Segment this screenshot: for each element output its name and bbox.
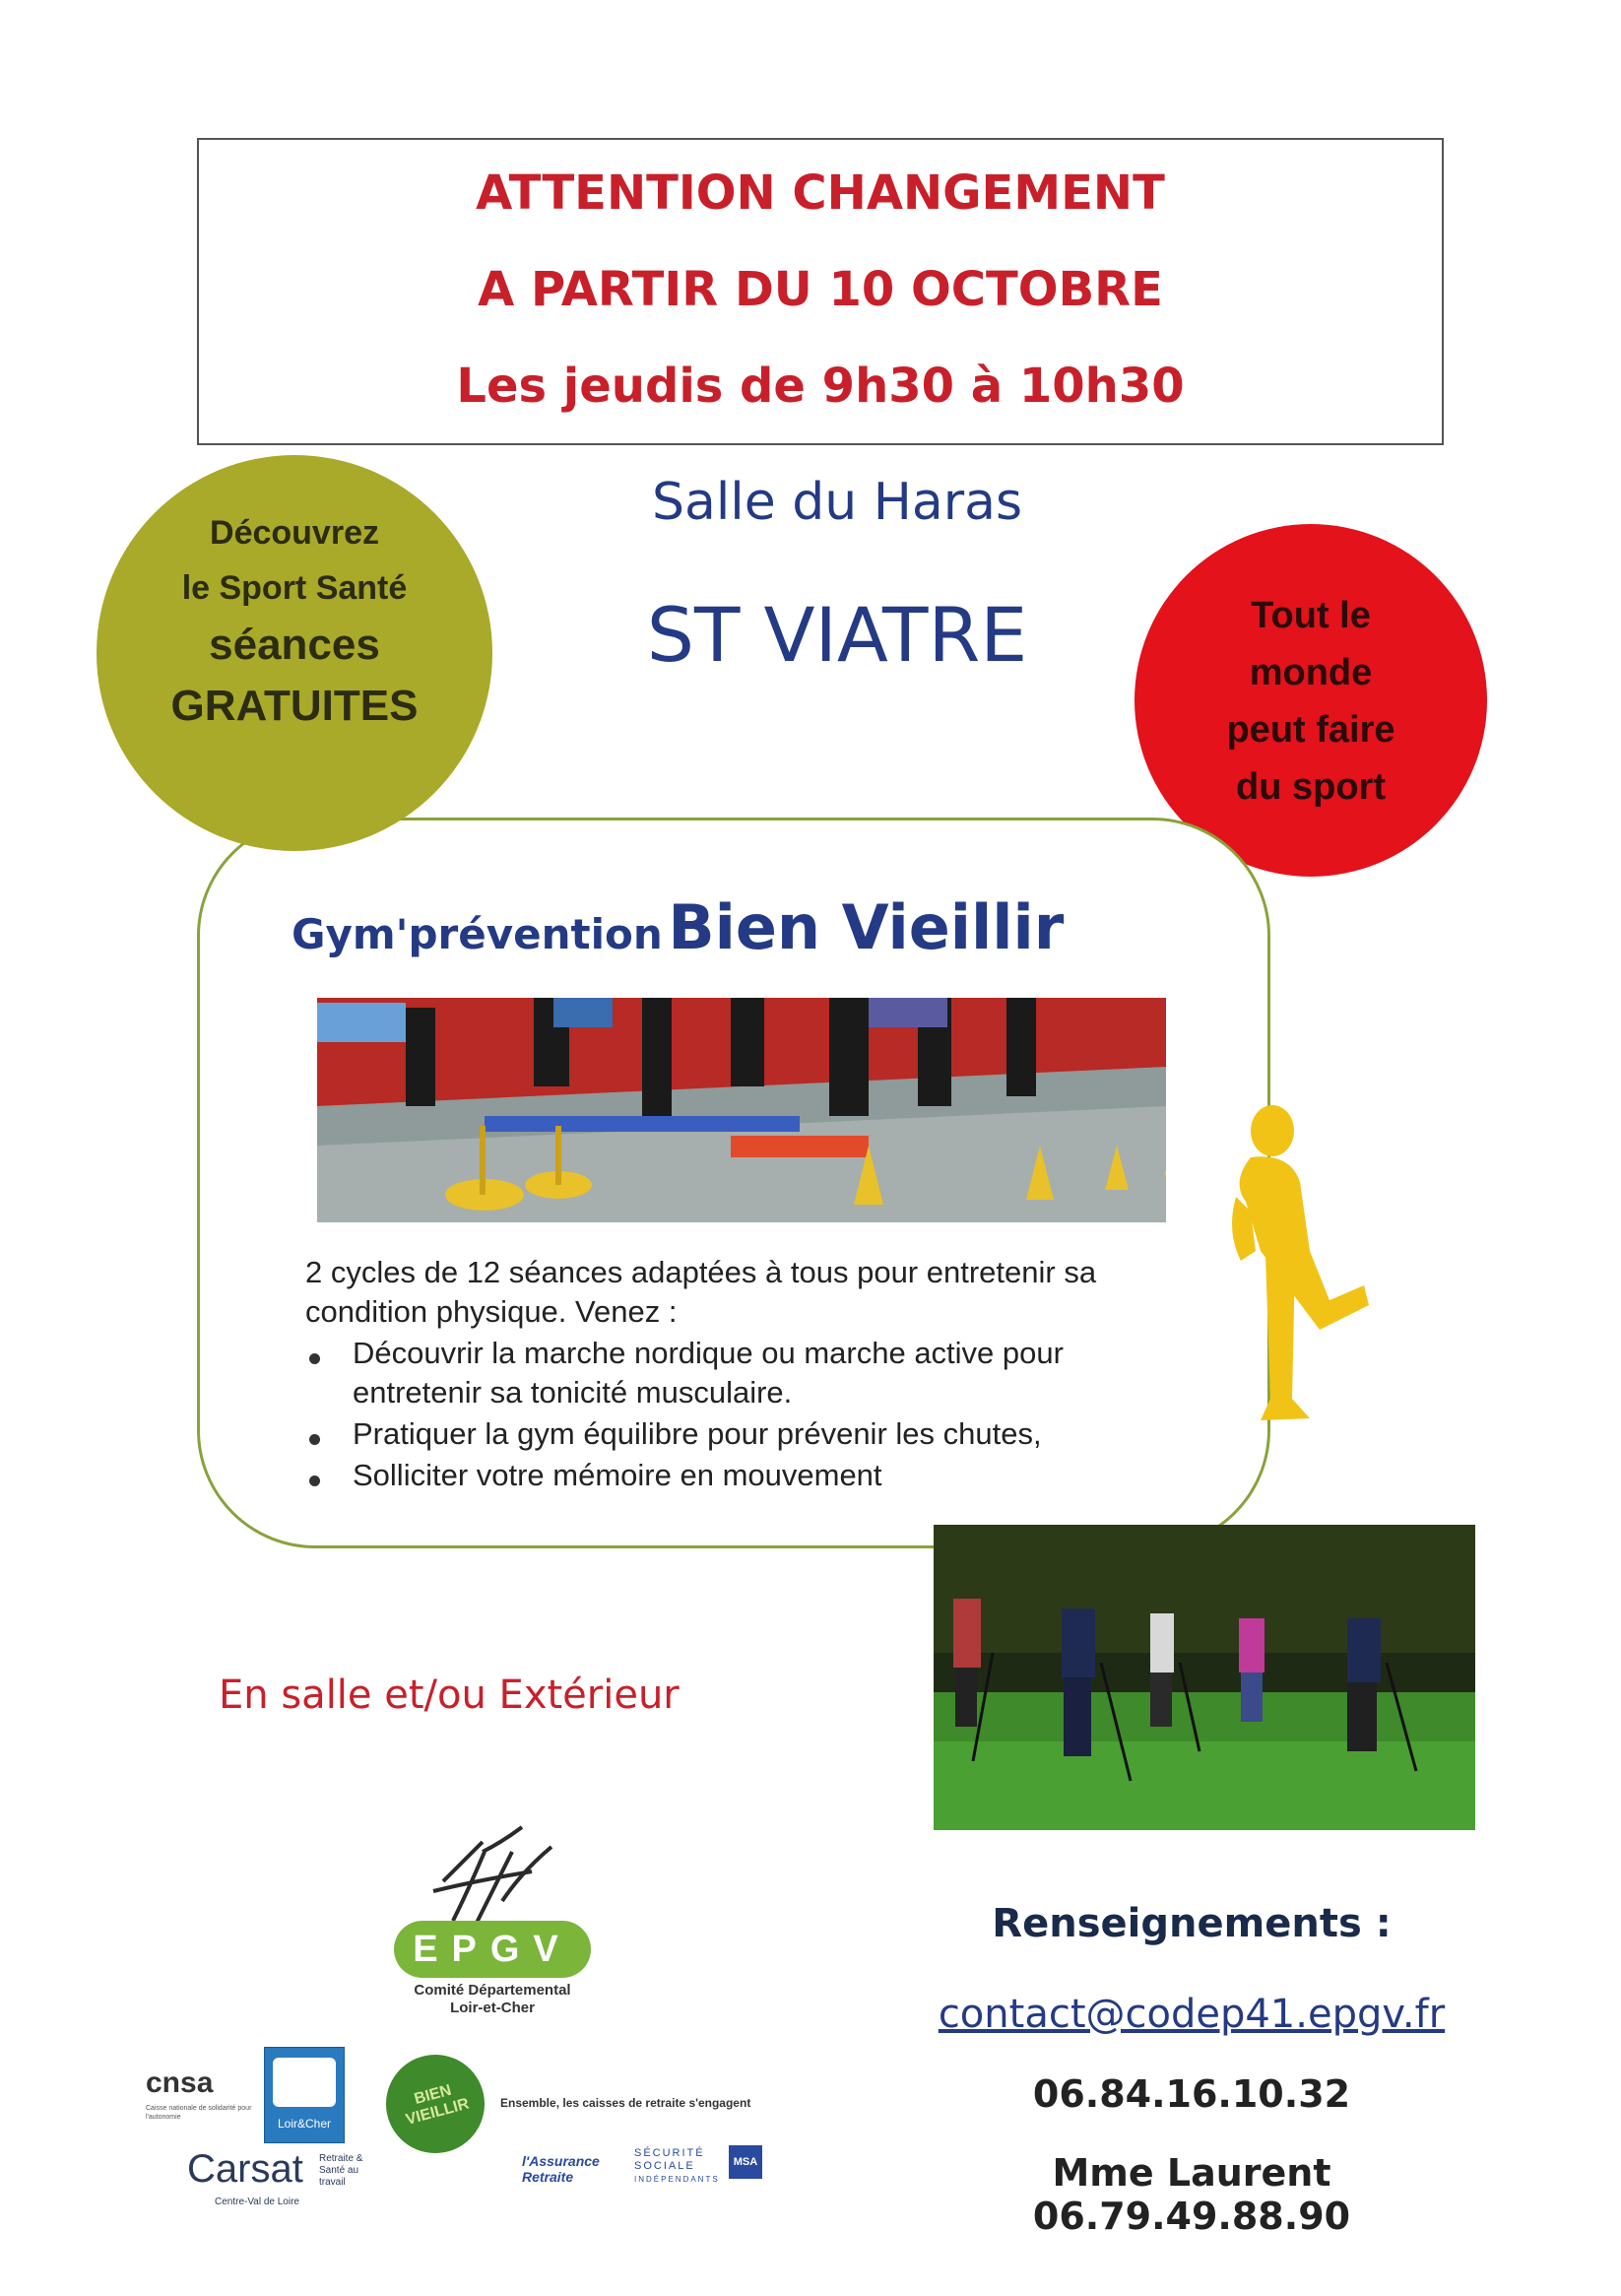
- assurance-retraite-logo: l'Assurance Retraite: [522, 2153, 600, 2185]
- msa-logo: MSA: [729, 2145, 762, 2179]
- loir-cher-emblem: [273, 2058, 336, 2107]
- program-title: [292, 891, 1178, 963]
- bullet-2-line-1: Pratiquer la gym équilibre pour prévenir les chutes,: [353, 1416, 1042, 1451]
- bullet-icon: [309, 1476, 320, 1486]
- exercise-silhouette-icon: [1221, 1103, 1369, 1428]
- free-badge-line-3: séances: [209, 621, 380, 669]
- epgv-sub-2: Loir-et-Cher: [450, 2000, 535, 2016]
- free-badge-line-4: GRATUITES: [170, 682, 419, 730]
- bullet-1-line-2: entretenir sa tonicité musculaire.: [353, 1375, 793, 1410]
- contact-person: Mme Laurent 06.79.49.88.90: [1032, 2151, 1351, 2238]
- securite-sociale-logo: [634, 2147, 720, 2186]
- bien-vieillir-label: BIEN VIEILLIR: [404, 2081, 472, 2129]
- carsat-logo: Carsat: [187, 2147, 303, 2191]
- venue-town: ST VIATRE: [646, 591, 1028, 679]
- secu-line-2: SOCIALE: [634, 2160, 695, 2172]
- loir-cher-logo: [264, 2047, 345, 2143]
- contact-phone: 06.84.16.10.32: [1032, 2072, 1351, 2116]
- bullet-1-line-1: Découvrir la marche nordique ou marche active pour: [353, 1336, 1064, 1370]
- everyone-badge-line-2: monde: [1249, 652, 1373, 693]
- carsat-sub: Centre-Val de Loire: [215, 2197, 299, 2207]
- contact-email-link[interactable]: contact@codep41.epgv.fr: [938, 1992, 1446, 2037]
- epgv-sub-1: Comité Départemental: [414, 1982, 571, 1999]
- bullet-icon: [309, 1353, 320, 1364]
- everyone-badge-line-1: Tout le: [1251, 595, 1371, 636]
- free-badge-line-2: le Sport Santé: [181, 569, 408, 607]
- ensemble-text: Ensemble, les caisses de retraite s'engagent: [500, 2096, 751, 2110]
- carsat-side: Retraite & Santé au travail: [319, 2153, 363, 2188]
- cnsa-sub: Caisse nationale de solidarité pour l'autonomie: [146, 2105, 252, 2121]
- notice-line-2: A PARTIR DU 10 OCTOBRE: [478, 262, 1163, 317]
- bullet-3-line-1: Solliciter votre mémoire en mouvement: [353, 1458, 882, 1492]
- nordic-walking-photo: [934, 1525, 1475, 1830]
- program-title-prefix: Gym'prévention: [292, 910, 663, 958]
- notice-line-3: Les jeudis de 9h30 à 10h30: [456, 359, 1185, 414]
- location-note: En salle et/ou Extérieur: [219, 1673, 680, 1718]
- free-sessions-badge: [97, 455, 492, 851]
- program-intro-line-1: 2 cycles de 12 séances adaptées à tous pour entretenir sa: [305, 1255, 1097, 1289]
- secu-line-3: INDÉPENDANTS: [634, 2175, 720, 2184]
- secu-line-1: SÉCURITÉ: [634, 2147, 705, 2159]
- loir-cher-label: Loir&Cher: [277, 2117, 332, 2131]
- program-intro-line-2: condition physique. Venez :: [305, 1294, 678, 1329]
- program-title-main: Bien Vieillir: [668, 891, 1065, 963]
- epgv-logo: EPGV: [394, 1921, 591, 1978]
- bien-vieillir-logo: [386, 2055, 485, 2153]
- cnsa-logo: cnsa: [146, 2066, 214, 2099]
- free-badge-line-1: Découvrez: [210, 514, 379, 552]
- everyone-badge-line-4: du sport: [1236, 766, 1386, 808]
- notice-line-1: ATTENTION CHANGEMENT: [476, 165, 1165, 221]
- venue-hall: Salle du Haras: [651, 473, 1023, 532]
- bullet-icon: [309, 1434, 320, 1445]
- gym-class-photo: [317, 998, 1166, 1222]
- everyone-badge-line-3: peut faire: [1226, 709, 1395, 751]
- announcement-box: [197, 138, 1444, 445]
- contact-heading: Renseignements :: [992, 1901, 1392, 1946]
